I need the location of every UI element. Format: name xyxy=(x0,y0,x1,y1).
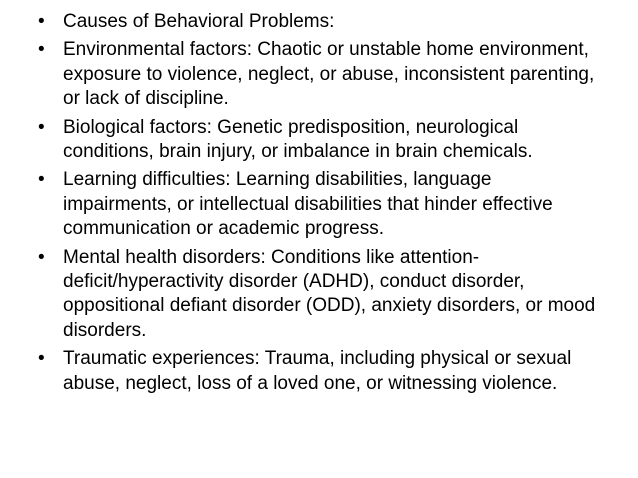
bullet-item-mental-health xyxy=(38,246,598,344)
bullet-text: Environmental factors: Chaotic or unstable home environment, exposure to violence, neglect, or abuse, inconsistent parenting, or lack of discipline. xyxy=(63,39,595,110)
bullet-dot-icon: • xyxy=(38,169,45,191)
bullet-text: Learning difficulties: Learning disabilities, language impairments, or intellectual disabilities that hinder effective communication or academic progress. xyxy=(63,169,553,240)
bullet-list xyxy=(38,10,598,400)
bullet-dot-icon: • xyxy=(38,39,45,61)
bullet-item-traumatic xyxy=(38,347,598,396)
bullet-item-biological xyxy=(38,116,598,165)
bullet-dot-icon: • xyxy=(38,348,45,370)
bullet-dot-icon: • xyxy=(38,11,45,32)
bullet-text: Traumatic experiences: Trauma, including physical or sexual abuse, neglect, loss of a loved one, or witnessing violence. xyxy=(63,348,572,394)
bullet-item-environmental xyxy=(38,38,598,111)
bullet-text: Causes of Behavioral Problems: xyxy=(63,11,335,32)
bullet-text: Mental health disorders: Conditions like attention-deficit/hyperactivity disorder (ADHD), conduct disorder, oppositional defiant disorder (ODD), anxiety disorders, or mood disorders. xyxy=(63,246,596,341)
bullet-dot-icon: • xyxy=(38,246,45,268)
bullet-item-causes xyxy=(38,10,598,34)
bullet-dot-icon: • xyxy=(38,116,45,138)
bullet-item-learning xyxy=(38,168,598,241)
bullet-text: Biological factors: Genetic predisposition, neurological conditions, brain injury, or imbalance in brain chemicals. xyxy=(63,116,533,163)
